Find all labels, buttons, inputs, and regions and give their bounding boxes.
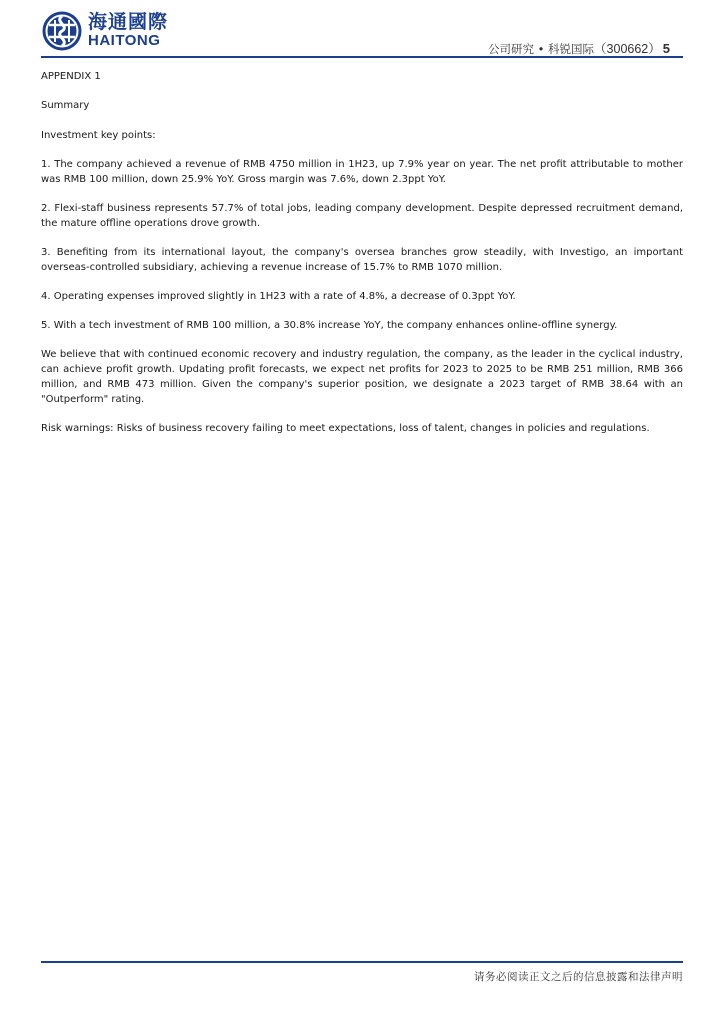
logo-chinese-name: 海通國際 xyxy=(88,11,169,33)
key-point-4: 4. Operating expenses improved slightly in 1H23 with a rate of 4.8%, a decrease of 0.3ppt YoY. xyxy=(41,290,516,302)
header-divider xyxy=(41,56,683,58)
report-label: 公司研究 • 科锐国际 xyxy=(487,42,595,56)
footer-disclaimer: 请务必阅读正文之后的信息披露和法律声明 xyxy=(474,971,683,983)
conclusion-paragraph: We believe that with continued economic recovery and industry regulation, the company, as the leader in the cyclical industry, can achieve profit growth. Updating profit forecasts, we expect net profits for 2023 to 2025 to be RMB 251 million, RMB 366 million, and RMB 473 million. Given the company's superior position, we designate a 2023 target of RMB 38.64 with an "Outperform" rating. xyxy=(41,349,683,405)
stock-code: （300662） xyxy=(594,42,661,56)
page-number: 5 xyxy=(662,41,670,56)
key-point-5: 5. With a tech investment of RMB 100 million, a 30.8% increase YoY, the company enhances online-offline synergy. xyxy=(41,320,618,332)
summary-title: Summary xyxy=(41,100,90,112)
haitong-emblem-icon xyxy=(41,10,83,52)
key-points-title: Investment key points: xyxy=(41,129,156,141)
haitong-logo xyxy=(41,10,171,52)
page-header xyxy=(41,8,683,60)
risk-warnings: Risk warnings: Risks of business recovery failing to meet expectations, loss of talent, changes in policies and regulations. xyxy=(41,422,650,434)
key-point-1: 1. The company achieved a revenue of RMB 4750 million in 1H23, up 7.9% year on year. The net profit attributable to mother was RMB 100 million, down 25.9% YoY. Gross margin was 7.6%, down 2.3ppt YoY. xyxy=(41,158,683,185)
key-point-3: 3. Benefiting from its international layout, the company's oversea branches grow steadily, with Investigo, an important overseas-controlled subsidiary, achieving a revenue increase of 15.7% to RMB 1070 million. xyxy=(41,246,683,273)
key-point-2: 2. Flexi-staff business represents 57.7% of total jobs, leading company development. Despite depressed recruitment demand, the mature offline operations drove growth. xyxy=(41,202,683,229)
footer-divider xyxy=(41,961,683,963)
appendix-title: APPENDIX 1 xyxy=(41,71,101,82)
report-info xyxy=(488,39,670,57)
logo-english-name: HAITONG xyxy=(88,32,161,49)
document-body xyxy=(41,70,683,451)
